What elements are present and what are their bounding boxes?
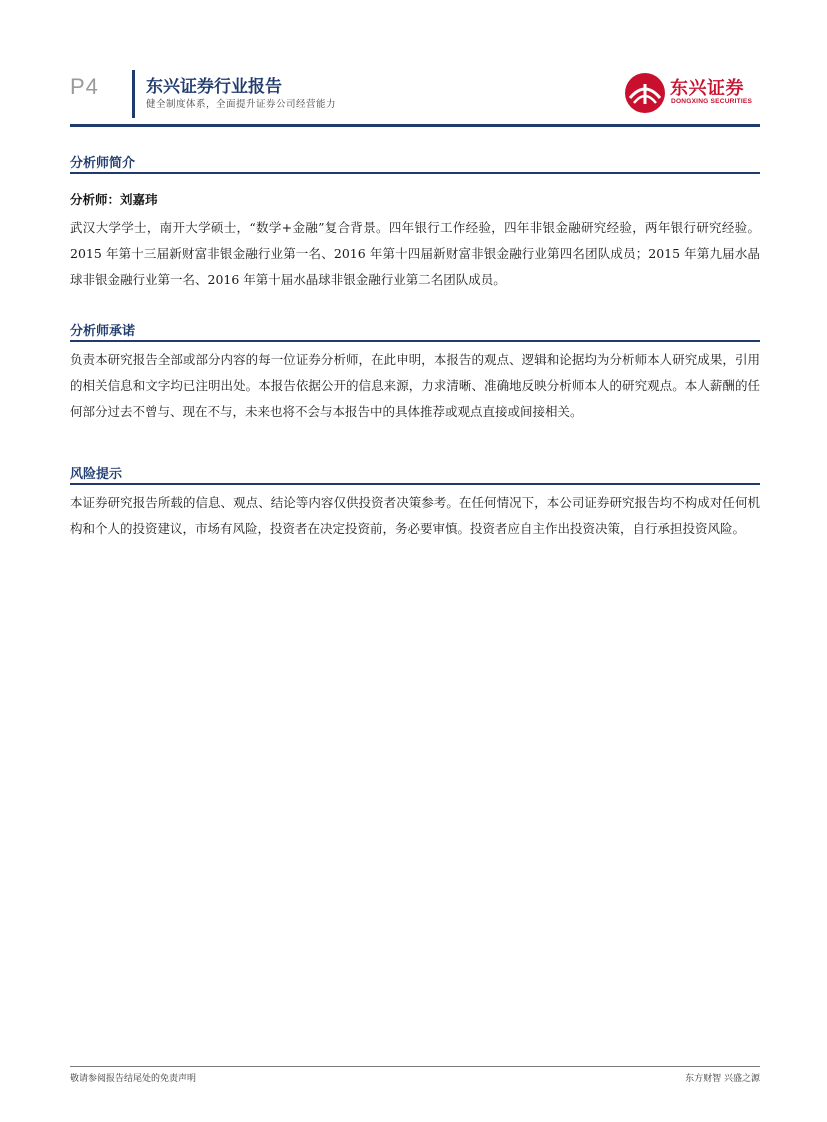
- section-title-analyst-intro: 分析师简介: [70, 150, 760, 174]
- section-title-analyst-commitment: 分析师承诺: [70, 318, 760, 342]
- page-number: P4: [70, 74, 99, 99]
- section-title-risk-notice: 风险提示: [70, 461, 760, 485]
- page-header: [70, 64, 760, 126]
- logo-text-en: DONGXING SECURITIES: [671, 98, 753, 105]
- header-rule: [70, 124, 760, 127]
- analyst-commitment-paragraph: 负责本研究报告全部或部分内容的每一位证券分析师，在此申明，本报告的观点、逻辑和论据均为分析师本人研究成果，引用的相关信息和文字均已注明出处。本报告依据公开的信息来源，力求清晰、准确地反映分析师本人的研究观点。本人薪酬的任何部分过去不曾与、现在不与，未来也将不会与本报告中的具体推荐或观点直接或间接相关。: [70, 352, 760, 419]
- footer-disclaimer-note: 敬请参阅报告结尾处的免责声明: [70, 1074, 197, 1084]
- company-logo: [624, 68, 760, 118]
- report-subtitle: 健全制度体系，全面提升证券公司经营能力: [146, 99, 337, 110]
- analyst-name: 分析师：刘嘉玮: [70, 192, 158, 207]
- footer-slogan: 东方财智 兴盛之源: [685, 1074, 760, 1084]
- analyst-intro-paragraph: 武汉大学学士，南开大学硕士，“数学+金融”复合背景。四年银行工作经验，四年非银金融研究经验，两年银行研究经验。2015 年第十三届新财富非银金融行业第一名、2016 年第十四届新财富非银金融行业第四名团队成员；2015 年第九届水晶球非银金融行业第一名、2016 年第十届水晶球非银金融行业第二名团队成员。: [70, 220, 760, 287]
- risk-notice-paragraph: 本证券研究报告所载的信息、观点、结论等内容仅供投资者决策参考。在任何情况下，本公司证券研究报告均不构成对任何机构和个人的投资建议，市场有风险，投资者在决定投资前，务必要审慎。投资者应自主作出投资决策，自行承担投资风险。: [70, 495, 760, 536]
- logo-text-cn: 东兴证券: [670, 78, 744, 99]
- report-title: 东兴证券行业报告: [146, 77, 282, 97]
- logo-mark-icon: [624, 72, 666, 114]
- footer-rule: [70, 1066, 760, 1067]
- header-divider: [132, 70, 135, 118]
